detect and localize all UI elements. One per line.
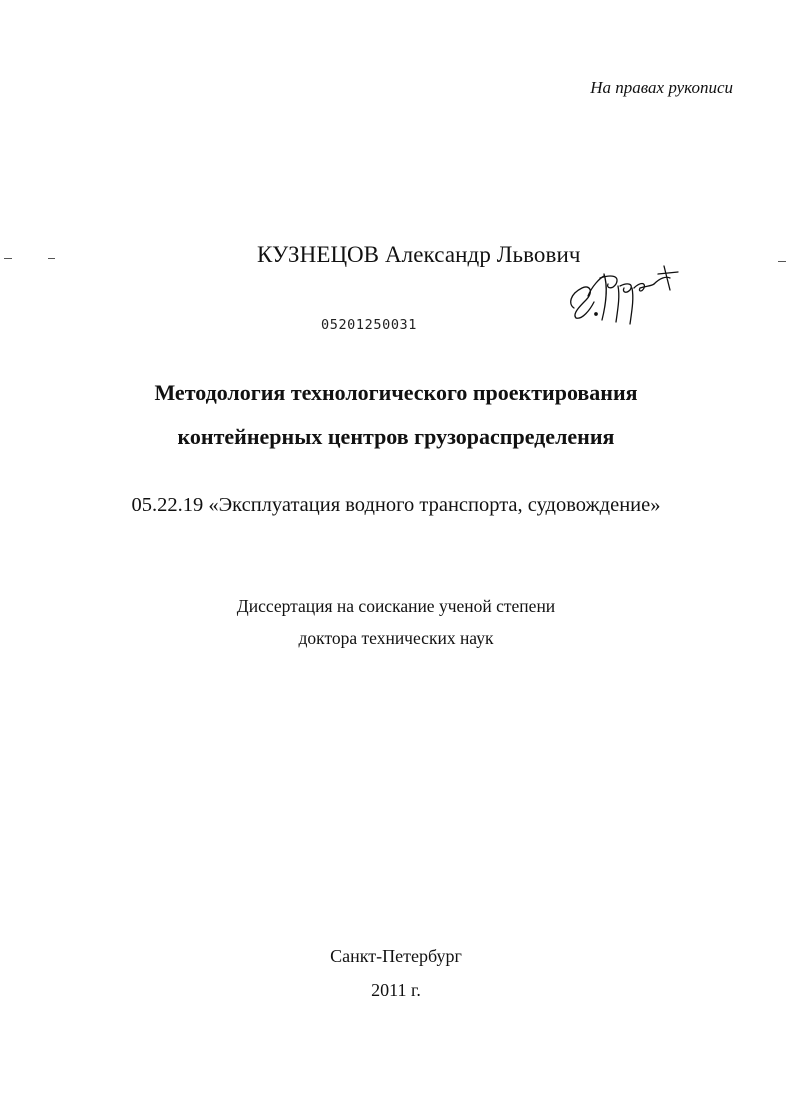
registration-code: 05201250031: [321, 317, 418, 333]
thesis-specialty: 05.22.19 «Эксплуатация водного транспорта, судовождение»: [131, 494, 661, 516]
thesis-title-line-2: контейнерных центров грузораспределения: [177, 424, 615, 449]
author-name: КУЗНЕЦОВ Александр Львович: [257, 242, 581, 267]
year: 2011 г.: [371, 980, 421, 1000]
city: Санкт-Петербург: [330, 946, 462, 966]
scan-mark-left-2: [48, 258, 55, 259]
degree-line-1: Диссертация на соискание ученой степени: [236, 596, 556, 616]
scan-mark-left-1: [4, 258, 12, 259]
rights-note: На правах рукописи: [590, 78, 733, 97]
degree-line-2: доктора технических наук: [298, 628, 494, 648]
author-signature: [560, 256, 690, 328]
scan-mark-right: [778, 261, 786, 262]
thesis-title-line-1: Методология технологического проектирования: [154, 380, 638, 405]
